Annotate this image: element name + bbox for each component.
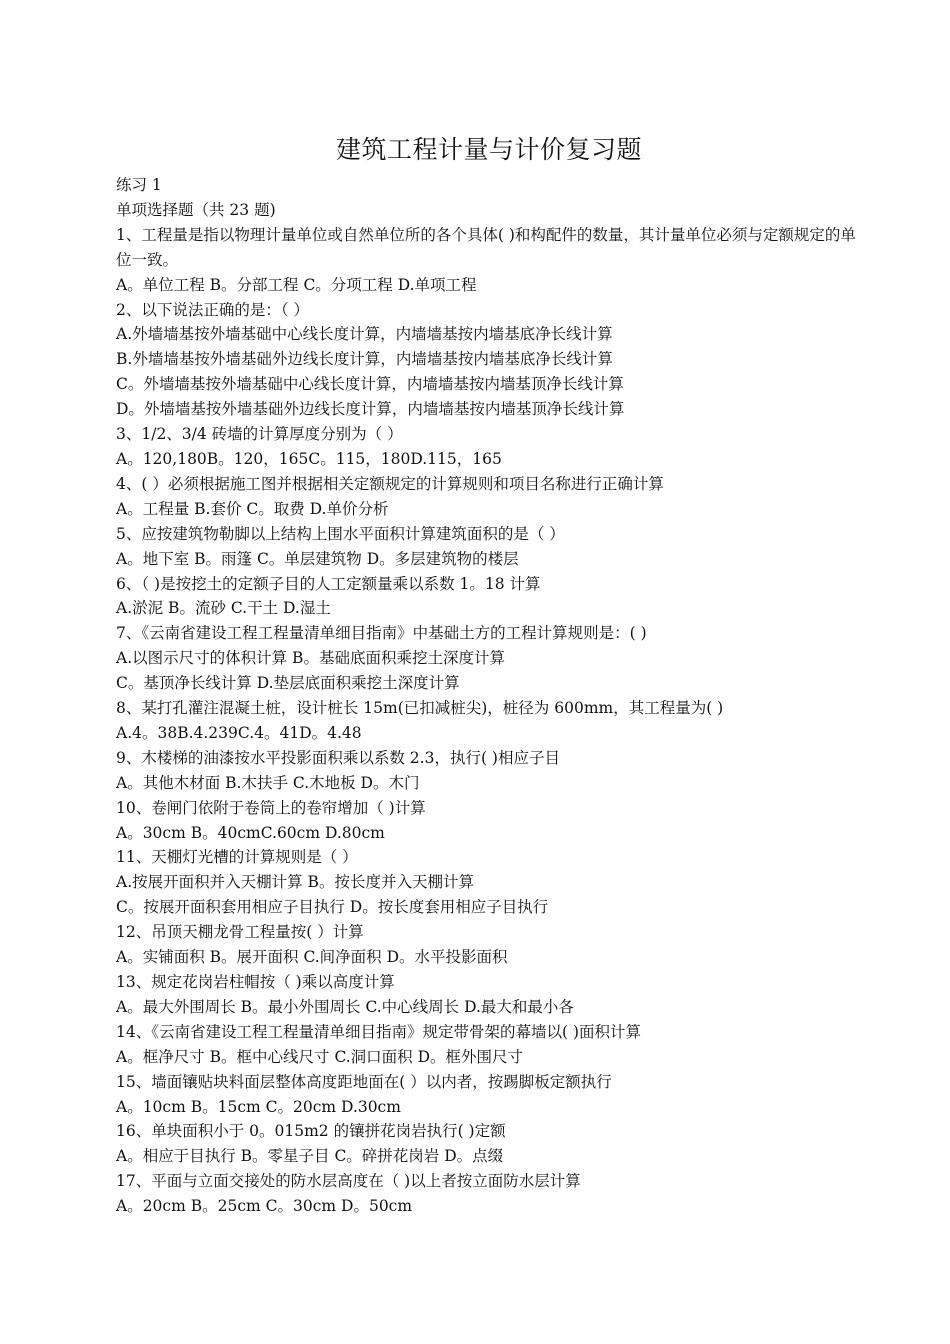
- question-15-options: A。10cm B。15cm C。20cm D.30cm: [116, 1097, 401, 1116]
- question-9: 9、木楼梯的油漆按水平投影面积乘以系数 2.3，执行( )相应子目: [116, 748, 560, 767]
- question-6-options: A.淤泥 B。流砂 C.干土 D.湿土: [116, 599, 331, 618]
- question-12: 12、吊顶天棚龙骨工程量按( ）计算: [116, 923, 364, 942]
- question-12-options: A。实铺面积 B。展开面积 C.间净面积 D。水平投影面积: [116, 948, 508, 967]
- question-8: 8、某打孔灌注混凝土桩，设计桩长 15m(已扣减桩尖)，桩径为 600mm，其工程量为( ): [116, 699, 724, 718]
- question-7: 7、《云南省建设工程工程量清单细目指南》中基础土方的工程计算规则是：( ): [116, 624, 647, 643]
- question-5-options: A。地下室 B。雨篷 C。单层建筑物 D。多层建筑物的楼层: [116, 549, 519, 568]
- document-body: [116, 173, 864, 1219]
- question-2-option-b: B.外墙墙基按外墙基础外边线长度计算，内墙墙基按内墙基底净长线计算: [116, 350, 613, 369]
- question-10: 10、卷闸门依附于卷筒上的卷帘增加（ )计算: [116, 798, 426, 817]
- question-2-option-a: A.外墙墙基按外墙基础中心线长度计算，内墙墙基按内墙基底净长线计算: [116, 325, 613, 344]
- question-10-options: A。30cm B。40cmC.60cm D.80cm: [116, 823, 385, 842]
- question-4-options: A。工程量 B.套价 C。取费 D.单价分析: [116, 499, 389, 518]
- question-4: 4、( ）必须根据施工图并根据相关定额规定的计算规则和项目名称进行正确计算: [116, 474, 664, 493]
- question-17: 17、平面与立面交接处的防水层高度在（ )以上者按立面防水层计算: [116, 1172, 581, 1191]
- question-1: 1、工程量是指以物理计量单位或自然单位所的各个具体( )和构配件的数量，其计量单位必须与定额规定的单位一致。: [116, 225, 856, 269]
- question-11: 11、天棚灯光槽的计算规则是（ ）: [116, 848, 358, 867]
- question-3: 3、1/2、3/4 砖墙的计算厚度分别为（ ）: [116, 425, 403, 444]
- question-14: 14、《云南省建设工程工程量清单细目指南》规定带骨架的幕墙以( )面积计算: [116, 1022, 641, 1041]
- question-2: 2、以下说法正确的是：（ ）: [116, 300, 310, 319]
- question-7-options-cd: C。基顶净长线计算 D.垫层底面积乘挖土深度计算: [116, 674, 460, 693]
- question-7-options-ab: A.以图示尺寸的体积计算 B。基础底面积乘挖土深度计算: [116, 649, 505, 668]
- question-2-option-c: C。外墙墙基按外墙基础中心线长度计算，内墙墙基按内墙基顶净长线计算: [116, 375, 624, 394]
- section-subheading: 单项选择题（共 23 题): [116, 200, 276, 219]
- question-17-options: A。20cm B。25cm C。30cm D。50cm: [116, 1197, 413, 1216]
- question-2-option-d: D。外墙墙基按外墙基础外边线长度计算，内墙墙基按内墙基顶净长线计算: [116, 400, 625, 419]
- question-5: 5、应按建筑物勒脚以上结构上围水平面积计算建筑面积的是（ ）: [116, 524, 565, 543]
- question-11-options-cd: C。按展开面积套用相应子目执行 D。按长度套用相应子目执行: [116, 898, 549, 917]
- question-3-options: A。120,180B。120，165C。115，180D.115，165: [116, 449, 502, 468]
- question-13-options: A。最大外围周长 B。最小外围周长 C.中心线周长 D.最大和最小各: [116, 997, 574, 1016]
- question-16-options: A。相应于目执行 B。零星子目 C。碎拼花岗岩 D。点缀: [116, 1147, 504, 1166]
- question-6: 6、（ )是按挖土的定额子目的人工定额量乘以系数 1。18 计算: [116, 574, 541, 593]
- document-title: 建筑工程计量与计价复习题: [335, 135, 642, 164]
- question-13: 13、规定花岗岩柱帽按（ )乘以高度计算: [116, 973, 395, 991]
- question-15: 15、墙面镶贴块料面层整体高度距地面在( ）以内者，按踢脚板定额执行: [116, 1072, 612, 1091]
- section-heading: 练习 1: [116, 176, 162, 194]
- question-16: 16、单块面积小于 0。015m2 的镶拼花岗岩执行( )定额: [116, 1122, 506, 1141]
- question-11-options-ab: A.按展开面积并入天棚计算 B。按长度并入天棚计算: [116, 873, 474, 892]
- question-14-options: A。框净尺寸 B。框中心线尺寸 C.洞口面积 D。框外围尺寸: [116, 1047, 524, 1066]
- question-8-options: A.4。38B.4.239C.4。41D。4.48: [116, 723, 362, 742]
- question-1-options: A。单位工程 B。分部工程 C。分项工程 D.单项工程: [116, 275, 477, 294]
- question-9-options: A。其他木材面 B.木扶手 C.木地板 D。木门: [116, 773, 420, 792]
